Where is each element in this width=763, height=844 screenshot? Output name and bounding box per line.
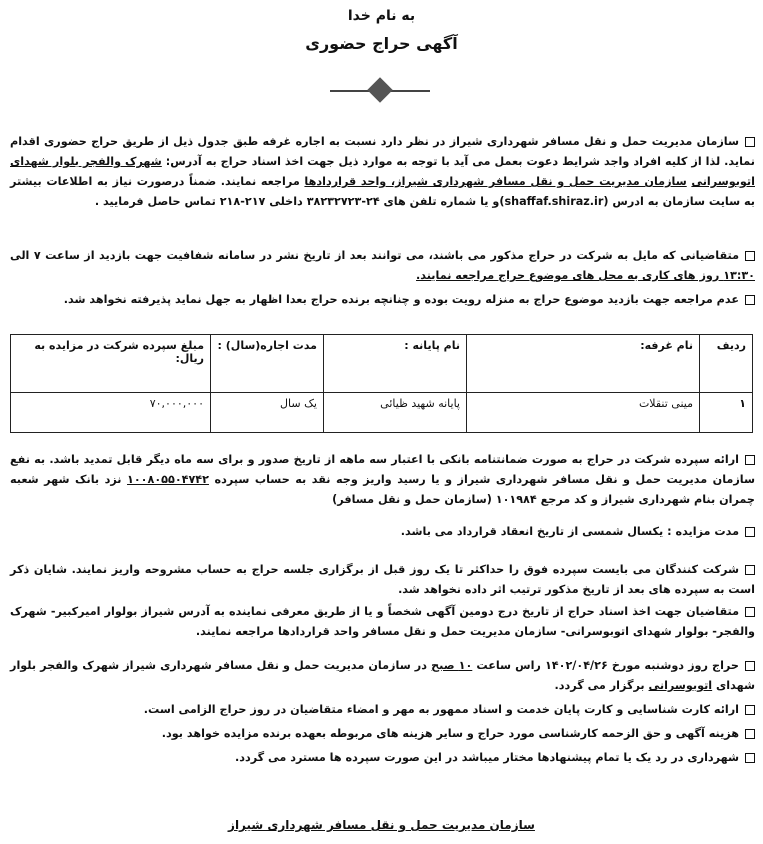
checkbox-bullet-icon — [745, 565, 755, 575]
rule-costs: هزینه آگهی و حق الزحمه کارشناسی مورد حراج و سایر هزینه های مربوطه بعهده برنده مزایده خواهد بود. — [10, 724, 755, 744]
checkbox-bullet-icon — [745, 705, 755, 715]
rule-rejection: شهرداری در رد یک یا تمام پیشنهادها مختار میباشد در این صورت سپرده ها مسترد می گردد. — [10, 748, 755, 768]
deposit-paragraph: ارائه سپرده شرکت در حراج به صورت ضمانتنامه بانکی با اعتبار سه ماهه از تاریخ صدور و برای سه ماه دیگر قابل تمدید باشد. به نفع سازمان مدیریت حمل و نقل مسافر شهرداری شیراز و یا رسید واریز وجه نقد به حساب سپرده ۱۰۰۸۰۵۵۰۴۷۴۲ نزد بانک شهر شعبه چمران بنام شهرداری شیراز و کد مرجع ۱۰۱۹۸۴ (سازمان حمل و نقل مسافر) — [10, 453, 755, 506]
checkbox-bullet-icon — [745, 527, 755, 537]
checkbox-bullet-icon — [745, 137, 755, 147]
page-title: آگهی حراج حضوری — [305, 34, 458, 53]
table-header-row: ردیف نام غرفه: نام پایانه : مدت اجاره(سال) : مبلغ سپرده شرکت در مزایده به ریال: — [11, 335, 753, 393]
address-text: شهرک والفجر بلوار شهدای اتوبوسرانی — [10, 155, 755, 188]
rule-deposit-deadline: شرکت کنندگان می بایست سپرده فوق را حداکثر تا یک روز قبل از برگزاری جلسه حراج به حساب مشروحه واریز نمایند. شایان ذکر است به سپرده های بعد از تاریخ مذکور ترتیب اثر داده نخواهد شد. — [10, 563, 755, 596]
visit-note: عدم مراجعه جهت بازدید موضوع حراج به منزله رویت بوده و چنانچه برنده حراج بعدا اظهار به جهل نماید پذیرفته نخواهد شد. — [10, 290, 755, 310]
checkbox-bullet-icon — [745, 607, 755, 617]
checkbox-bullet-icon — [745, 729, 755, 739]
org-text: سازمان مدیریت حمل و نقل مسافر شهرداری شیراز، واحد قراردادها — [304, 175, 687, 188]
auction-table — [10, 334, 753, 433]
rule-auction-date: حراج روز دوشنبه مورخ ۱۴۰۲/۰۴/۲۶ راس ساعت ۱۰ صبح در سازمان مدیریت حمل و نقل مسافر شهرداری شیراز شهرک والفجر بلوار شهدای اتوبوسرانی برگزار می گردد. — [10, 659, 755, 692]
rule-documents: متقاضیان جهت اخذ اسناد حراج از تاریخ درج دومین آگهی شخصاً و یا از طریق معرفی نماینده به آدرس شیراز بولوار امیرکبیر- شهرک والفجر- بولوار شهدای اتوبوسرانی- سازمان مدیریت حمل و نقل مسافر واحد قراردادها مراجعه نمایند. — [10, 605, 755, 638]
visit-paragraph: متقاضیانی که مایل به شرکت در حراج مذکور می باشند، می توانند بعد از تاریخ نشر در سامانه شفافیت جهت بازدید از ساعت ۷ الی ۱۳:۳۰ روز های کاری به محل های موضوع حراج مراجعه نمایند. — [10, 249, 755, 282]
intro-paragraph: سازمان مدیریت حمل و نقل مسافر شهرداری شیراز در نظر دارد نسبت به اجاره غرفه طبق جدول ذیل از طریق حراج حضوری اقدام نماید. لذا از کلیه افراد واجد شرایط دعوت بعمل می آید با توجه به موارد ذیل جهت اخذ اسناد حراج به آدرس: شهرک والفجر بلوار شهدای اتوبوسرانی سازمان مدیریت حمل و نقل مسافر شهرداری شیراز، واحد قراردادها مراجعه نمایند. ضمناً درصورت نیاز به اطلاعات بیشتر به سایت سازمان به ادرس (shaffaf.shiraz.ir)و یا شماره تلفن های ۲۴-۳۸۲۳۲۷۲۳ داخلی ۲۱۷-۲۱۸ تماس حاصل فرمایید . — [10, 135, 755, 208]
term-paragraph: مدت مزایده : یکسال شمسی از تاریخ انعقاد قرارداد می باشد. — [10, 522, 755, 542]
signature: سازمان مدیریت حمل و نقل مسافر شهرداری شیراز — [228, 818, 535, 832]
checkbox-bullet-icon — [745, 753, 755, 763]
checkbox-bullet-icon — [745, 251, 755, 261]
checkbox-bullet-icon — [745, 295, 755, 305]
checkbox-bullet-icon — [745, 661, 755, 671]
diamond-ornament — [367, 77, 392, 102]
checkbox-bullet-icon — [745, 455, 755, 465]
rule-id-card: ارائه کارت شناسایی و کارت پایان خدمت و اسناد ممهور به مهر و امضاء متقاضیان در روز حراج الزامی است. — [10, 700, 755, 720]
account-number: ۱۰۰۸۰۵۵۰۴۷۴۲ — [127, 473, 209, 486]
bismillah: به نام خدا — [347, 8, 416, 24]
table-row: ۱ مینی تنقلات پایانه شهید ظیائی یک سال ۷۰,۰۰۰,۰۰۰ — [11, 393, 753, 433]
